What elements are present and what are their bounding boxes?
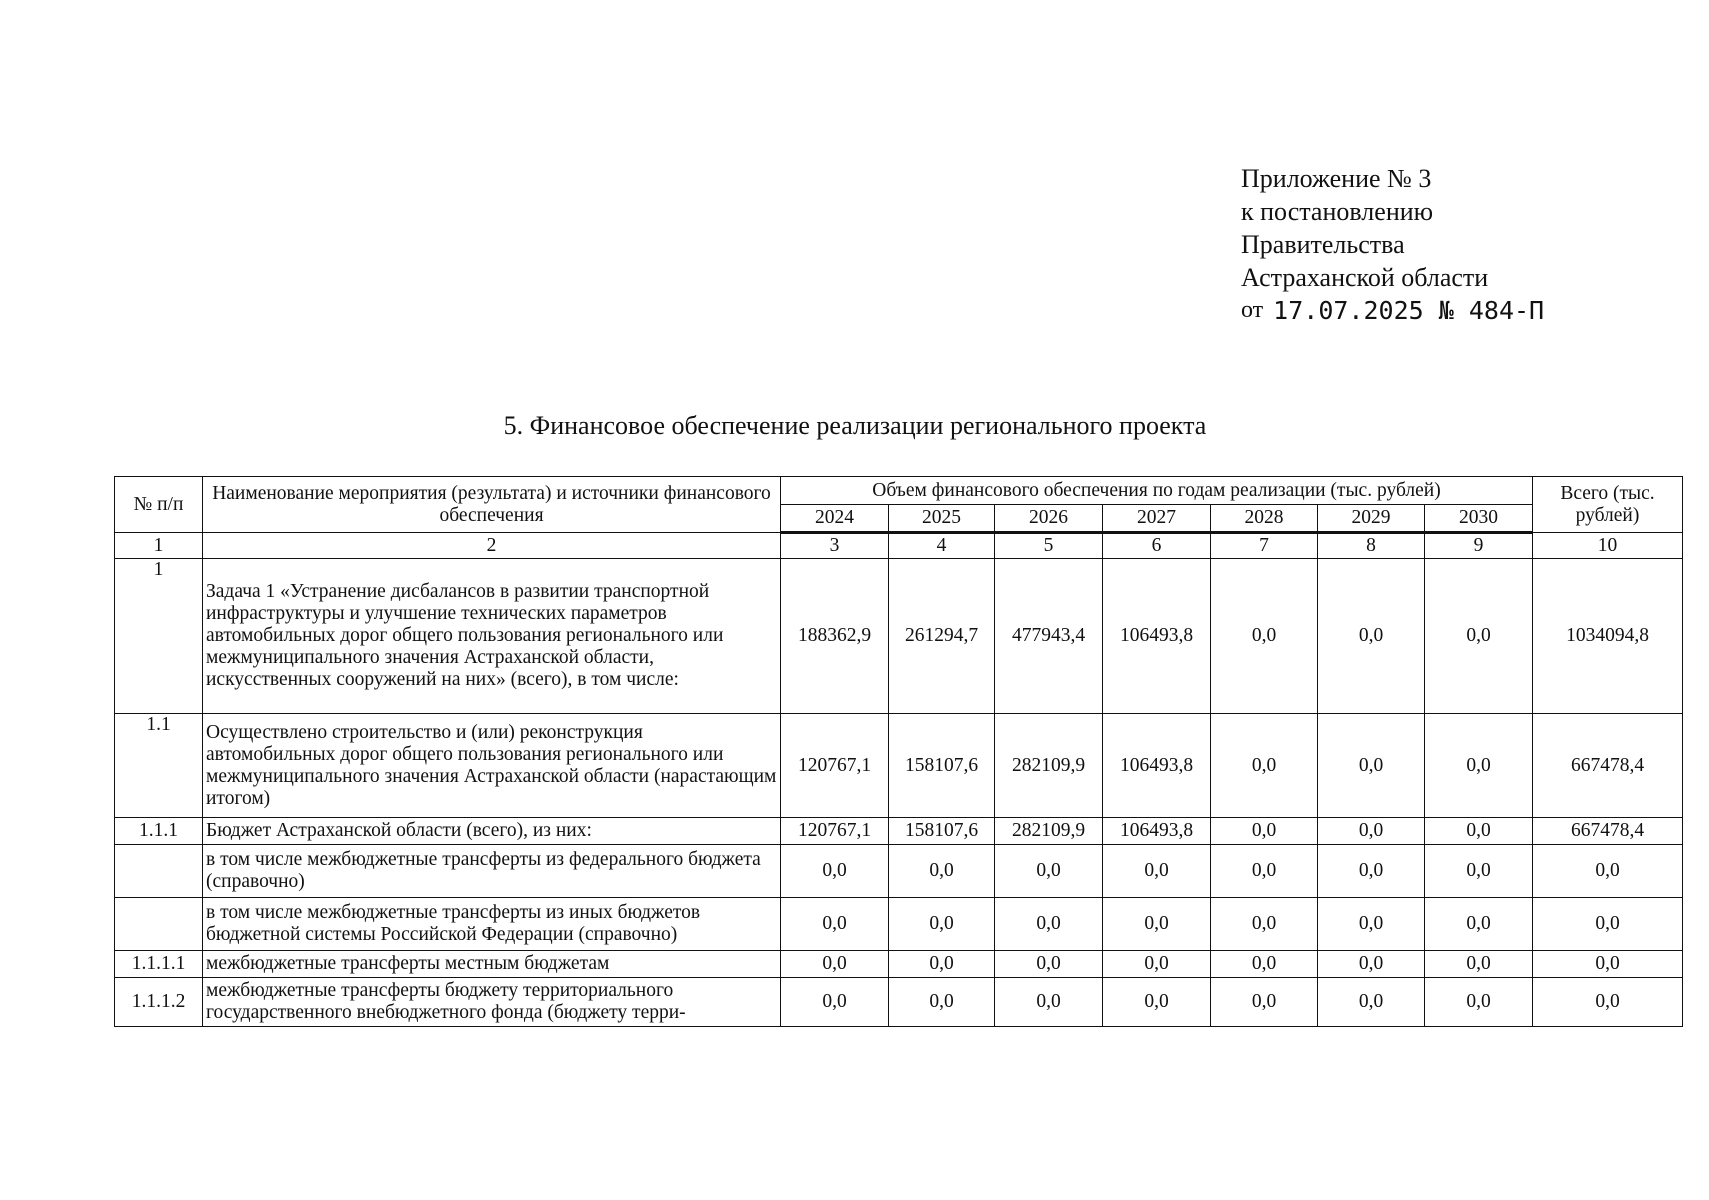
- header-year: 2029: [1318, 505, 1425, 533]
- row-year-value: 0,0: [889, 845, 995, 898]
- appendix-line-2: к постановлению: [1241, 197, 1434, 226]
- row-name: Осуществлено строительство и (или) реконструкция автомобильных дорог общего пользования регионального или межмуниципального значения Астраханской области (нарастающим итогом): [203, 714, 781, 818]
- resolution-stamp: 17.07.2025 № 484-П: [1273, 296, 1545, 325]
- header-row-1: [115, 477, 1683, 505]
- section-title: 5. Финансовое обеспечение реализации регионального проекта: [503, 411, 1207, 440]
- row-year-value: 0,0: [1425, 951, 1533, 978]
- row-year-value: 282109,9: [995, 714, 1103, 818]
- row-total: 1034094,8: [1533, 559, 1683, 714]
- row-year-value: 0,0: [781, 898, 889, 951]
- header-col-total: Всего (тыс. рублей): [1533, 477, 1683, 533]
- row-year-value: 0,0: [1103, 951, 1211, 978]
- row-year-value: 0,0: [995, 845, 1103, 898]
- row-year-value: 0,0: [1103, 845, 1211, 898]
- row-total: 0,0: [1533, 978, 1683, 1027]
- appendix-date-line: [1241, 294, 1544, 327]
- column-number: 3: [781, 533, 889, 559]
- appendix-line-1: Приложение № 3: [1241, 164, 1432, 193]
- table-row: [115, 559, 1683, 714]
- row-year-value: 0,0: [781, 978, 889, 1027]
- table-row: [115, 714, 1683, 818]
- row-name: в том числе межбюджетные трансферты из федерального бюджета (справочно): [203, 845, 781, 898]
- row-year-value: 0,0: [1211, 845, 1318, 898]
- column-number: 1: [115, 533, 203, 559]
- row-year-value: 158107,6: [889, 714, 995, 818]
- header-year: 2027: [1103, 505, 1211, 533]
- row-year-value: 0,0: [1425, 845, 1533, 898]
- row-year-value: 0,0: [1425, 559, 1533, 714]
- column-number: 4: [889, 533, 995, 559]
- row-year-value: 0,0: [1211, 978, 1318, 1027]
- row-year-value: 0,0: [1318, 559, 1425, 714]
- row-year-value: 0,0: [1318, 898, 1425, 951]
- column-numbers-row: [115, 533, 1683, 559]
- financing-table: [114, 476, 1683, 1027]
- row-year-value: 0,0: [1425, 714, 1533, 818]
- row-year-value: 0,0: [1318, 845, 1425, 898]
- row-name: межбюджетные трансферты местным бюджетам: [203, 951, 781, 978]
- row-number: [115, 845, 203, 898]
- row-year-value: 106493,8: [1103, 714, 1211, 818]
- header-col-name: Наименование мероприятия (результата) и источники финансового обеспечения: [203, 477, 781, 533]
- row-number: 1.1.1.1: [115, 951, 203, 978]
- table-row: [115, 845, 1683, 898]
- row-name: межбюджетные трансферты бюджету территориального государственного внебюджетного фонда (бюджету терри-: [203, 978, 781, 1027]
- row-year-value: 0,0: [1103, 898, 1211, 951]
- row-number: 1.1.1: [115, 818, 203, 845]
- row-year-value: 106493,8: [1103, 559, 1211, 714]
- row-year-value: 0,0: [995, 898, 1103, 951]
- row-year-value: 188362,9: [781, 559, 889, 714]
- row-total: 0,0: [1533, 845, 1683, 898]
- row-year-value: 0,0: [995, 951, 1103, 978]
- row-total: 0,0: [1533, 898, 1683, 951]
- column-number: 7: [1211, 533, 1318, 559]
- header-year: 2030: [1425, 505, 1533, 533]
- row-year-value: 0,0: [889, 951, 995, 978]
- row-year-value: 0,0: [1211, 714, 1318, 818]
- row-year-value: 282109,9: [995, 818, 1103, 845]
- column-number: 8: [1318, 533, 1425, 559]
- row-year-value: 0,0: [1425, 818, 1533, 845]
- row-year-value: 0,0: [1318, 818, 1425, 845]
- row-year-value: 0,0: [1211, 818, 1318, 845]
- header-col-no: № п/п: [115, 477, 203, 533]
- row-year-value: 0,0: [1425, 898, 1533, 951]
- row-year-value: 106493,8: [1103, 818, 1211, 845]
- table-row: [115, 818, 1683, 845]
- table-row: [115, 951, 1683, 978]
- table-row: [115, 978, 1683, 1027]
- row-year-value: 0,0: [781, 951, 889, 978]
- header-year: 2024: [781, 505, 889, 533]
- column-number: 6: [1103, 533, 1211, 559]
- appendix-line-3: Правительства: [1241, 230, 1405, 259]
- header-years-group: Объем финансового обеспечения по годам реализации (тыс. рублей): [781, 477, 1533, 505]
- row-year-value: 0,0: [1211, 898, 1318, 951]
- header-year: 2026: [995, 505, 1103, 533]
- row-year-value: 0,0: [1318, 978, 1425, 1027]
- row-year-value: 0,0: [1425, 978, 1533, 1027]
- row-year-value: 0,0: [1211, 559, 1318, 714]
- row-year-value: 0,0: [1103, 978, 1211, 1027]
- row-year-value: 0,0: [995, 978, 1103, 1027]
- column-number: 9: [1425, 533, 1533, 559]
- appendix-line-4: Астраханской области: [1241, 263, 1489, 292]
- row-year-value: 120767,1: [781, 714, 889, 818]
- row-year-value: 120767,1: [781, 818, 889, 845]
- row-total: 667478,4: [1533, 714, 1683, 818]
- header-year: 2025: [889, 505, 995, 533]
- row-year-value: 158107,6: [889, 818, 995, 845]
- date-prefix: от: [1241, 297, 1264, 323]
- row-year-value: 0,0: [781, 845, 889, 898]
- row-year-value: 0,0: [1318, 714, 1425, 818]
- column-number: 5: [995, 533, 1103, 559]
- row-year-value: 261294,7: [889, 559, 995, 714]
- column-number: 10: [1533, 533, 1683, 559]
- row-year-value: 0,0: [1318, 951, 1425, 978]
- row-number: 1: [115, 559, 203, 714]
- row-number: [115, 898, 203, 951]
- row-name: Задача 1 «Устранение дисбалансов в развитии транспортной инфраструктуры и улучшение технических параметров автомобильных дорог общего пользования регионального или межмуниципального значения Астраханской области, искусственных сооружений на них» (всего), в том числе:: [203, 559, 781, 714]
- row-number: 1.1.1.2: [115, 978, 203, 1027]
- row-name: в том числе межбюджетные трансферты из иных бюджетов бюджетной системы Российской Федерации (справочно): [203, 898, 781, 951]
- row-number: 1.1: [115, 714, 203, 818]
- header-year: 2028: [1211, 505, 1318, 533]
- appendix-block: [1241, 162, 1544, 327]
- row-year-value: 0,0: [1211, 951, 1318, 978]
- row-year-value: 477943,4: [995, 559, 1103, 714]
- row-total: 667478,4: [1533, 818, 1683, 845]
- table-row: [115, 898, 1683, 951]
- column-number: 2: [203, 533, 781, 559]
- row-year-value: 0,0: [889, 978, 995, 1027]
- row-year-value: 0,0: [889, 898, 995, 951]
- row-total: 0,0: [1533, 951, 1683, 978]
- row-name: Бюджет Астраханской области (всего), из них:: [203, 818, 781, 845]
